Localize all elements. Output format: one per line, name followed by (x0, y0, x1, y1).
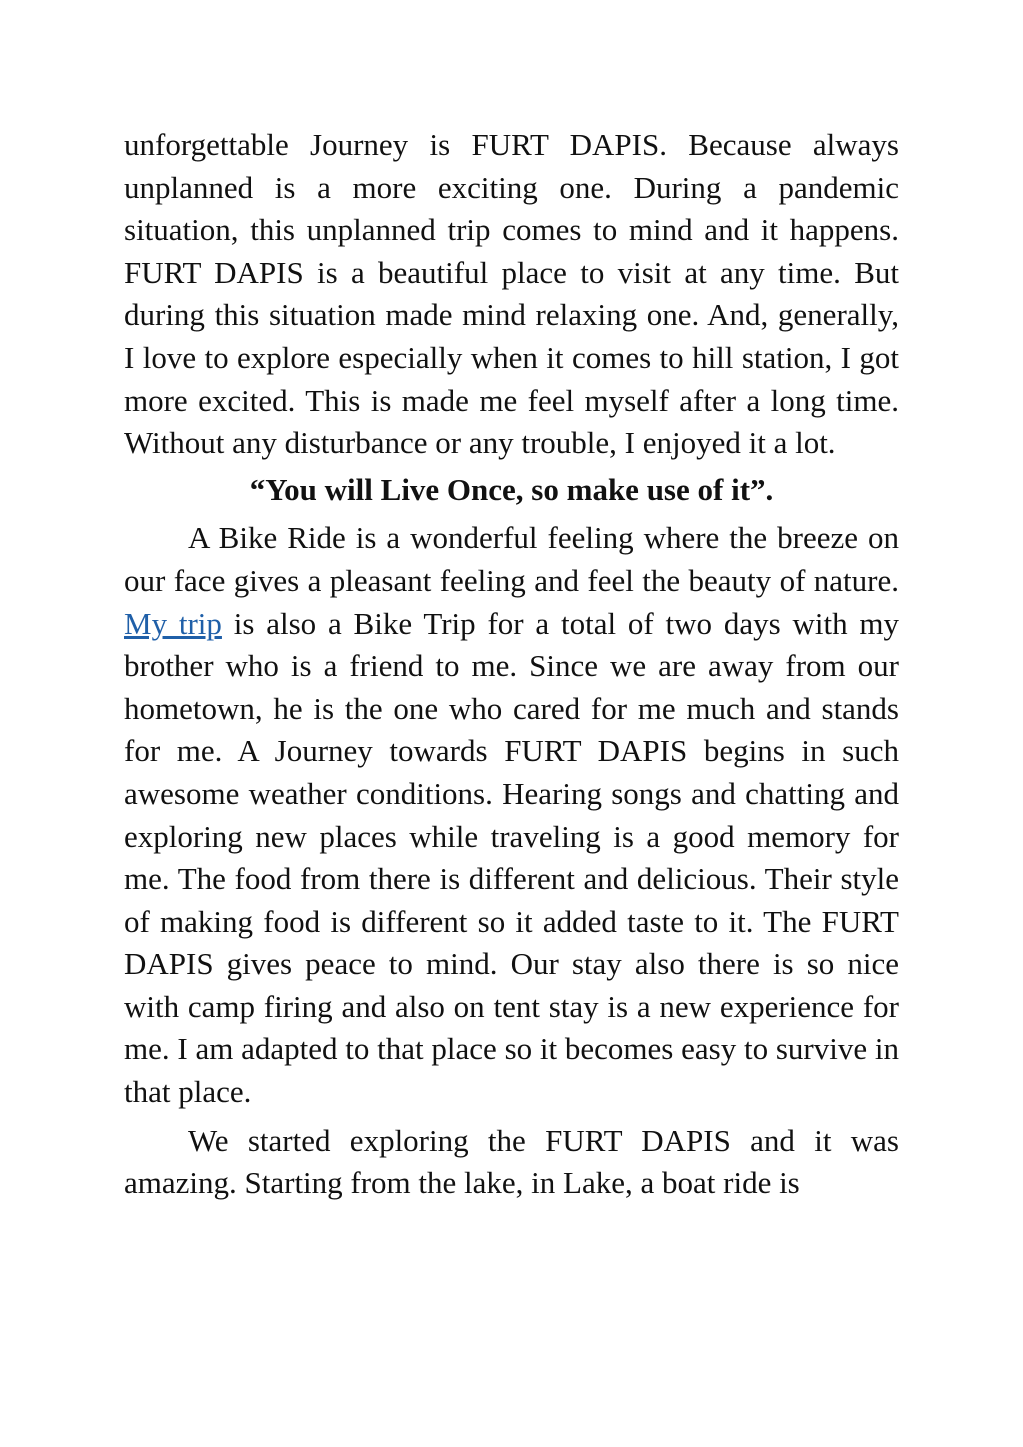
paragraph-1: unforgettable Journey is FURT DAPIS. Because always unplanned is a more exciting one. During a pandemic situation, this unplanned trip comes to mind and it happens. FURT DAPIS is a beautiful place to visit at any time. But during this situation made mind relaxing one. And, generally, I love to explore especially when it comes to hill station, I got more excited. This is made me feel myself after a long time. Without any disturbance or any trouble, I enjoyed it a lot. (124, 127, 899, 461)
paragraph-3: We started exploring the FURT DAPIS and it was amazing. Starting from the lake, in Lake, a boat ride is (124, 1122, 899, 1201)
my-trip-link[interactable]: My trip (124, 605, 222, 641)
quote-heading: “You will Live Once, so make use of it”. (249, 471, 774, 507)
paragraph-2-text-start: A Bike Ride is a wonderful feeling where the breeze on our face gives a pleasant feeling and feel the beauty of nature. (124, 520, 899, 598)
document-page (124, 124, 899, 1205)
paragraph-2-text-end: is also a Bike Trip for a total of two days with my brother who is a friend to me. Since we are away from our hometown, he is the one who cared for me much and stands for me. A Journey towards FURT DAPIS begins in such awesome weather conditions. Hearing songs and chatting and exploring new places while traveling is a good memory for me. The food from there is different and delicious. Their style of making food is different so it added taste to it. The FURT DAPIS gives peace to mind. Our stay also there is so nice with camp firing and also on tent stay is a new experience for me. I am adapted to that place so it becomes easy to survive in that place. (124, 605, 899, 1110)
paragraph-2 (124, 517, 899, 1113)
